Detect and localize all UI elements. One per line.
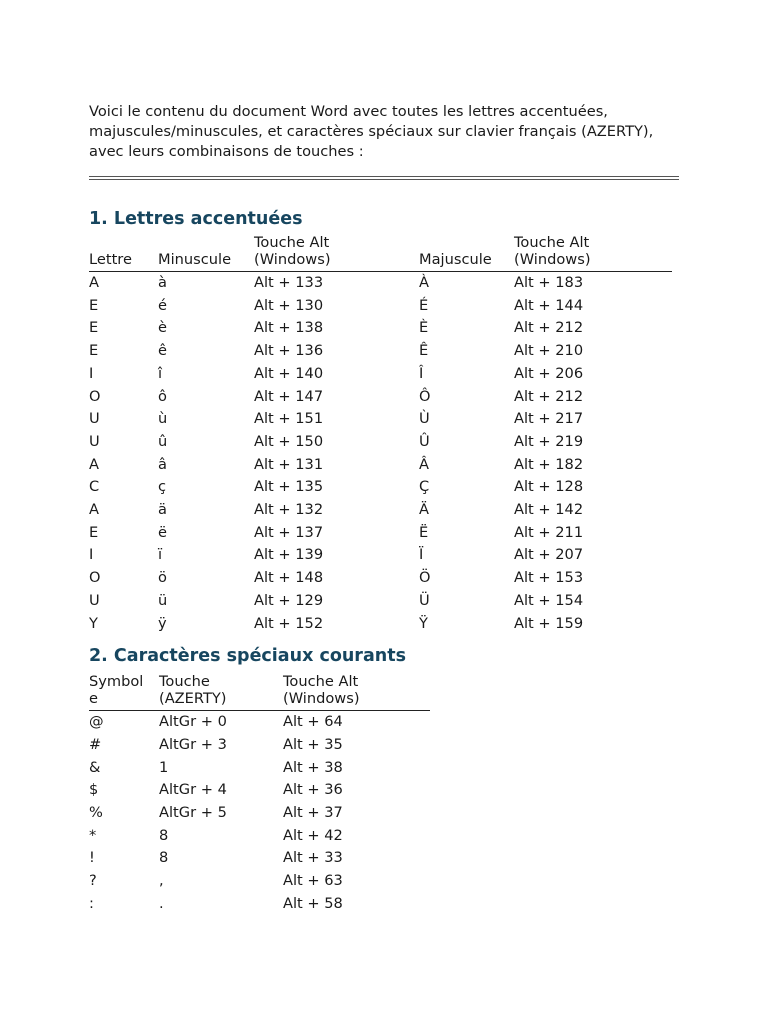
table-cell: Alt + 148 (254, 569, 324, 587)
table-cell: : (89, 894, 94, 912)
table-cell: â (158, 455, 167, 473)
table-cell: Alt + 35 (283, 735, 343, 753)
column-header: Touche Alt (Windows) (514, 234, 672, 272)
table-cell: Alt + 139 (254, 546, 324, 564)
table-cell: O (89, 569, 101, 587)
table-row (89, 454, 672, 477)
table-cell: Alt + 210 (514, 342, 584, 360)
table-cell: , (159, 872, 164, 890)
table-cell: û (158, 432, 168, 450)
table-row (89, 476, 672, 499)
table-cell: Alt + 130 (254, 296, 324, 314)
table-cell: ü (158, 591, 168, 609)
table-cell: ë (158, 523, 167, 541)
table-cell: Alt + 138 (254, 319, 324, 337)
table-cell: E (89, 296, 99, 314)
table-row (89, 893, 430, 916)
table-row (89, 711, 430, 734)
table-cell: Alt + 147 (254, 387, 324, 405)
table-row (89, 272, 672, 295)
table-cell: Alt + 137 (254, 523, 324, 541)
table-row (89, 734, 430, 757)
table-row (89, 340, 672, 363)
table-body (89, 272, 672, 636)
table-row (89, 779, 430, 802)
table-row (89, 870, 430, 893)
table-cell: Alt + 42 (283, 826, 343, 844)
table-cell: Ö (419, 569, 431, 587)
table-cell: Alt + 217 (514, 410, 584, 428)
table-cell: Alt + 142 (514, 501, 584, 519)
table-cell: Alt + 132 (254, 501, 324, 519)
table-cell: Alt + 37 (283, 804, 343, 822)
table-cell: Alt + 129 (254, 591, 324, 609)
table-cell: À (419, 274, 429, 291)
table-row (89, 499, 672, 522)
table-row (89, 757, 430, 780)
table-cell: U (89, 591, 100, 609)
table-cell: Ù (419, 410, 430, 428)
table-cell: ÿ (158, 614, 167, 632)
column-header: Touche Alt (Windows) (254, 234, 419, 272)
table-cell: % (89, 804, 103, 822)
table-cell: # (89, 735, 102, 753)
special-characters-table (89, 673, 430, 915)
table-cell: E (89, 342, 99, 360)
table-cell: A (89, 274, 99, 291)
table-cell: Alt + 128 (514, 478, 584, 496)
table-cell: È (419, 319, 429, 337)
table-row (89, 363, 672, 386)
table-cell: A (89, 501, 99, 519)
intro-line: Voici le contenu du document Word avec toutes les lettres accentuées, (89, 103, 608, 120)
table-cell: Alt + 212 (514, 387, 584, 405)
table-cell: U (89, 432, 100, 450)
table-cell: Alt + 133 (254, 274, 324, 291)
horizontal-rule (89, 176, 679, 180)
table-cell: O (89, 387, 101, 405)
table-cell: Alt + 183 (514, 274, 584, 291)
table-cell: Ÿ (419, 614, 428, 632)
table-cell: Ç (419, 478, 430, 496)
document-page (89, 102, 689, 916)
table-cell: $ (89, 781, 99, 799)
table-cell: è (158, 319, 167, 337)
table-cell: Alt + 36 (283, 781, 343, 799)
table-cell: & (89, 758, 101, 776)
column-header: Symbol e (89, 673, 159, 711)
intro-paragraph (89, 102, 689, 162)
table-row (89, 825, 430, 848)
table-cell: Ï (419, 546, 424, 564)
table-cell: Alt + 152 (254, 614, 324, 632)
table-cell: Ë (419, 523, 429, 541)
table-cell: 8 (159, 849, 169, 867)
table-cell: AltGr + 5 (159, 804, 227, 822)
table-row (89, 408, 672, 431)
table-cell: Ô (419, 387, 431, 405)
table-cell: Î (419, 364, 424, 382)
table-cell: ù (158, 410, 168, 428)
table-cell: 1 (159, 758, 169, 776)
table-cell: ö (158, 569, 167, 587)
table-header-row (89, 234, 672, 272)
table-cell: U (89, 410, 100, 428)
table-cell: I (89, 364, 94, 382)
table-cell: ! (89, 849, 95, 867)
table-row (89, 317, 672, 340)
table-cell: Alt + 135 (254, 478, 324, 496)
table-cell: Alt + 144 (514, 296, 584, 314)
table-cell: Û (419, 432, 430, 450)
table-cell: Ü (419, 591, 430, 609)
table-header-row (89, 673, 430, 711)
table-cell: ï (158, 546, 163, 564)
table-row (89, 386, 672, 409)
table-cell: Alt + 159 (514, 614, 584, 632)
column-header: Majuscule (419, 234, 514, 272)
table-cell: Ä (419, 501, 429, 519)
table-row (89, 522, 672, 545)
table-cell: à (158, 274, 167, 291)
table-cell: Alt + 207 (514, 546, 584, 564)
table-cell: Alt + 154 (514, 591, 584, 609)
table-cell: Alt + 219 (514, 432, 584, 450)
table-cell: ? (89, 872, 97, 890)
table-row (89, 802, 430, 825)
table-cell: AltGr + 3 (159, 735, 227, 753)
table-cell: . (159, 894, 164, 912)
table-cell: A (89, 455, 99, 473)
section1-heading: 1. Lettres accentuées (89, 209, 303, 229)
table-row (89, 847, 430, 870)
table-body (89, 711, 430, 916)
column-header: Touche (AZERTY) (159, 673, 283, 711)
table-cell: Alt + 206 (514, 364, 584, 382)
table-cell: Alt + 64 (283, 713, 343, 731)
section2-heading: 2. Caractères spéciaux courants (89, 646, 406, 667)
table-cell: Y (89, 614, 98, 632)
accented-letters-table (89, 234, 672, 635)
table-cell: ê (158, 342, 167, 360)
table-cell: E (89, 523, 99, 541)
table-cell: É (419, 296, 429, 314)
table-cell: C (89, 478, 100, 496)
table-cell: * (89, 826, 97, 844)
table-cell: Alt + 150 (254, 432, 324, 450)
table-cell: AltGr + 4 (159, 781, 227, 799)
table-cell: ç (158, 478, 167, 496)
table-cell: Alt + 136 (254, 342, 324, 360)
table-row (89, 590, 672, 613)
column-header: Lettre (89, 234, 158, 272)
table-cell: Alt + 140 (254, 364, 324, 382)
table-row (89, 567, 672, 590)
table-cell: 8 (159, 826, 169, 844)
table-cell: Alt + 33 (283, 849, 343, 867)
table-row (89, 431, 672, 454)
table-cell: Alt + 38 (283, 758, 343, 776)
table-cell: Â (419, 455, 429, 473)
table-cell: î (158, 364, 163, 382)
table-cell: Alt + 63 (283, 872, 343, 890)
intro-line: majuscules/minuscules, et caractères spéciaux sur clavier français (AZERTY), (89, 123, 654, 140)
table-cell: ô (158, 387, 167, 405)
table-cell: Alt + 153 (514, 569, 584, 587)
table-cell: I (89, 546, 94, 564)
table-cell: Ê (419, 342, 429, 360)
table-cell: Alt + 58 (283, 894, 343, 912)
column-header: Touche Alt (Windows) (283, 673, 430, 711)
table-cell: Alt + 182 (514, 455, 584, 473)
table-cell: ä (158, 501, 167, 519)
table-cell: E (89, 319, 99, 337)
table-cell: Alt + 211 (514, 523, 584, 541)
column-header: Minuscule (158, 234, 254, 272)
table-row (89, 613, 672, 636)
table-cell: é (158, 296, 167, 314)
table-row (89, 544, 672, 567)
table-cell: Alt + 151 (254, 410, 324, 428)
intro-line: avec leurs combinaisons de touches : (89, 143, 364, 160)
table-cell: Alt + 212 (514, 319, 584, 337)
table-cell: AltGr + 0 (159, 713, 227, 731)
table-row (89, 295, 672, 318)
table-cell: @ (89, 713, 104, 731)
table-cell: Alt + 131 (254, 455, 324, 473)
